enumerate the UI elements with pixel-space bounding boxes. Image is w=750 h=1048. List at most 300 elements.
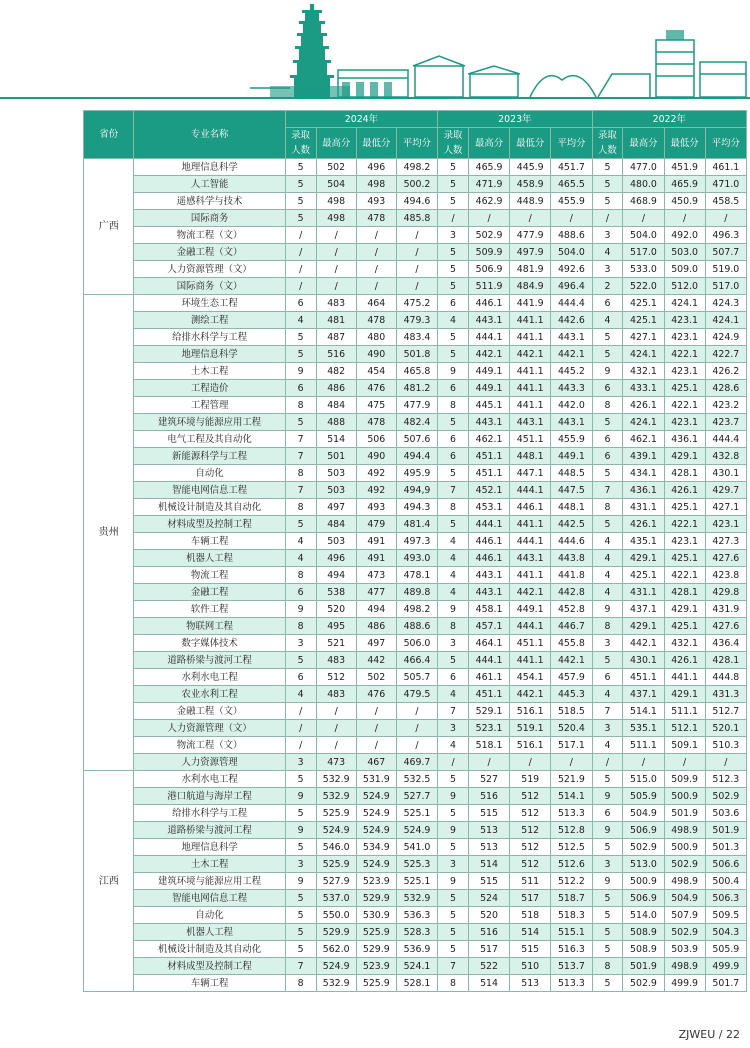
header-year-2022: 2022年	[592, 111, 747, 128]
score-cell: 422.1	[664, 346, 705, 363]
score-cell: 425.1	[623, 312, 664, 329]
score-cell: 6	[285, 380, 316, 397]
table-row	[84, 227, 747, 244]
score-cell: 516	[468, 788, 509, 805]
major-name-cell: 材料成型及控制工程	[134, 516, 285, 533]
score-cell: 8	[285, 499, 316, 516]
score-cell: 5	[285, 941, 316, 958]
score-cell: 444.1	[468, 516, 509, 533]
score-cell: 537.0	[316, 890, 356, 907]
score-cell: 5	[438, 193, 469, 210]
score-cell: 448.1	[510, 448, 551, 465]
score-cell: 5	[438, 244, 469, 261]
major-name-cell: 土木工程	[134, 363, 285, 380]
score-cell: 524.9	[356, 856, 396, 873]
score-cell: /	[356, 261, 396, 278]
score-cell: 424.1	[623, 414, 664, 431]
score-cell: 428.1	[664, 584, 705, 601]
major-name-cell: 港口航道与海岸工程	[134, 788, 285, 805]
score-cell: 5	[438, 924, 469, 941]
header-major: 专业名称	[134, 111, 285, 159]
score-cell: /	[438, 754, 469, 771]
score-cell: 451.9	[664, 159, 705, 176]
score-cell: /	[623, 210, 664, 227]
major-name-cell: 电气工程及其自动化	[134, 431, 285, 448]
header-max: 最高分	[468, 128, 509, 159]
score-cell: 495	[316, 618, 356, 635]
score-cell: 442.5	[551, 516, 592, 533]
score-cell: 473	[316, 754, 356, 771]
score-cell: 429.1	[623, 618, 664, 635]
score-cell: 512	[510, 839, 551, 856]
score-cell: 525.1	[396, 873, 437, 890]
score-cell: 5	[438, 329, 469, 346]
score-cell: /	[316, 737, 356, 754]
score-cell: 5	[592, 652, 623, 669]
score-cell: 513.3	[551, 975, 592, 992]
score-cell: 500.2	[396, 176, 437, 193]
score-cell: /	[356, 720, 396, 737]
score-cell: 7	[592, 703, 623, 720]
score-cell: 536.3	[396, 907, 437, 924]
score-cell: 427.1	[705, 499, 746, 516]
score-cell: /	[356, 737, 396, 754]
table-row	[84, 839, 747, 856]
score-cell: 512	[316, 669, 356, 686]
table-row	[84, 856, 747, 873]
score-cell: 513.0	[623, 856, 664, 873]
score-cell: 541.0	[396, 839, 437, 856]
score-cell: 529.9	[356, 890, 396, 907]
score-cell: 8	[592, 397, 623, 414]
score-cell: 497.9	[510, 244, 551, 261]
score-cell: 444.6	[551, 533, 592, 550]
score-cell: 423.7	[705, 414, 746, 431]
score-cell: 522.0	[623, 278, 664, 295]
score-cell: 506.9	[468, 261, 509, 278]
score-cell: 471.0	[705, 176, 746, 193]
score-cell: /	[592, 210, 623, 227]
score-cell: 8	[285, 975, 316, 992]
score-cell: 492.0	[664, 227, 705, 244]
score-cell: 457.1	[468, 618, 509, 635]
table-row	[84, 465, 747, 482]
score-cell: 436.4	[705, 635, 746, 652]
score-cell: 503.6	[705, 805, 746, 822]
score-cell: 525.9	[356, 924, 396, 941]
score-cell: 9	[438, 788, 469, 805]
score-cell: 528.1	[396, 975, 437, 992]
table-row	[84, 686, 747, 703]
table-row	[84, 397, 747, 414]
header-avg: 平均分	[705, 128, 746, 159]
score-cell: 5	[285, 839, 316, 856]
score-cell: 5	[285, 771, 316, 788]
score-cell: 501.7	[705, 975, 746, 992]
score-cell: 425.1	[664, 618, 705, 635]
score-cell: 3	[592, 261, 623, 278]
score-cell: 449.1	[551, 448, 592, 465]
score-cell: 516.3	[551, 941, 592, 958]
score-cell: 502.9	[468, 227, 509, 244]
score-cell: 427.6	[705, 550, 746, 567]
score-cell: /	[705, 210, 746, 227]
table-row	[84, 295, 747, 312]
score-cell: 512.1	[664, 720, 705, 737]
score-cell: 5	[285, 924, 316, 941]
table-row	[84, 210, 747, 227]
score-cell: 433.1	[623, 380, 664, 397]
score-cell: 5	[438, 941, 469, 958]
score-cell: 517.0	[705, 278, 746, 295]
score-cell: 521	[316, 635, 356, 652]
header-admitted: 录取 人数	[285, 128, 316, 159]
score-cell: /	[396, 737, 437, 754]
score-cell: 520.4	[551, 720, 592, 737]
score-cell: 496	[356, 159, 396, 176]
score-cell: 444.1	[468, 329, 509, 346]
score-cell: 7	[592, 482, 623, 499]
score-cell: 446.1	[468, 550, 509, 567]
score-cell: 511	[510, 873, 551, 890]
score-cell: 493	[356, 499, 396, 516]
score-cell: 426.2	[705, 363, 746, 380]
score-cell: 458.9	[510, 176, 551, 193]
table-row	[84, 533, 747, 550]
score-cell: 520	[468, 907, 509, 924]
score-cell: 490	[356, 448, 396, 465]
score-cell: 506.6	[705, 856, 746, 873]
score-cell: 504.3	[705, 924, 746, 941]
score-cell: 3	[592, 635, 623, 652]
score-cell: 501.9	[623, 958, 664, 975]
score-cell: 7	[285, 431, 316, 448]
score-cell: 5	[592, 329, 623, 346]
major-name-cell: 机器人工程	[134, 550, 285, 567]
score-cell: 5	[285, 346, 316, 363]
score-cell: 473	[356, 567, 396, 584]
score-cell: 455.8	[551, 635, 592, 652]
score-cell: 429.1	[623, 550, 664, 567]
score-cell: 478	[356, 312, 396, 329]
score-cell: 8	[592, 618, 623, 635]
score-cell: 6	[285, 295, 316, 312]
score-cell: 462.9	[468, 193, 509, 210]
score-cell: 518.7	[551, 890, 592, 907]
header-avg: 平均分	[551, 128, 592, 159]
score-cell: 515.1	[551, 924, 592, 941]
score-cell: 503.9	[664, 941, 705, 958]
score-cell: 443.1	[510, 414, 551, 431]
score-cell: 4	[285, 312, 316, 329]
score-cell: 431.9	[705, 601, 746, 618]
score-cell: 6	[285, 669, 316, 686]
score-cell: 502	[356, 669, 396, 686]
score-cell: 465.9	[468, 159, 509, 176]
score-cell: 4	[592, 567, 623, 584]
score-cell: 481.2	[396, 380, 437, 397]
score-cell: 517	[468, 941, 509, 958]
score-cell: 4	[438, 567, 469, 584]
score-cell: 451.1	[468, 686, 509, 703]
score-cell: 3	[592, 227, 623, 244]
score-cell: 498.9	[664, 873, 705, 890]
score-cell: 444.1	[468, 652, 509, 669]
score-cell: 5	[592, 516, 623, 533]
score-cell: 8	[438, 397, 469, 414]
score-cell: 5	[285, 159, 316, 176]
score-cell: 478	[356, 414, 396, 431]
score-cell: 452.8	[551, 601, 592, 618]
province-cell: 江西	[84, 771, 134, 992]
score-cell: 500.9	[664, 839, 705, 856]
score-cell: 443.1	[551, 329, 592, 346]
score-cell: 427.3	[705, 533, 746, 550]
major-name-cell: 车辆工程	[134, 975, 285, 992]
score-cell: 6	[438, 669, 469, 686]
score-cell: /	[510, 210, 551, 227]
score-cell: 424.1	[664, 295, 705, 312]
score-cell: 503	[316, 482, 356, 499]
score-cell: 517.1	[551, 737, 592, 754]
score-cell: 504.0	[623, 227, 664, 244]
score-cell: 445.9	[510, 159, 551, 176]
score-cell: 524.9	[356, 788, 396, 805]
score-cell: 432.1	[664, 635, 705, 652]
score-cell: 424.1	[623, 346, 664, 363]
score-cell: 424.9	[705, 329, 746, 346]
score-cell: 514	[468, 856, 509, 873]
table-row	[84, 448, 747, 465]
score-cell: 4	[438, 737, 469, 754]
score-cell: 9	[438, 822, 469, 839]
score-cell: 6	[438, 295, 469, 312]
score-cell: 444.1	[510, 533, 551, 550]
score-cell: 5	[438, 805, 469, 822]
score-cell: 423.1	[664, 414, 705, 431]
score-cell: 482	[316, 363, 356, 380]
score-cell: 516.1	[510, 737, 551, 754]
score-cell: 455.9	[551, 431, 592, 448]
score-cell: 494.4	[396, 448, 437, 465]
score-cell: 490	[356, 346, 396, 363]
score-cell: /	[705, 754, 746, 771]
score-cell: 527	[468, 771, 509, 788]
score-cell: 512.3	[705, 771, 746, 788]
score-cell: 442.1	[510, 686, 551, 703]
city-skyline-illustration	[0, 0, 750, 102]
score-cell: 562.0	[316, 941, 356, 958]
score-cell: 5	[592, 193, 623, 210]
score-cell: 512.5	[551, 839, 592, 856]
score-cell: 499.9	[705, 958, 746, 975]
score-cell: 441.1	[510, 397, 551, 414]
score-cell: 5	[285, 890, 316, 907]
major-name-cell: 人力资源管理	[134, 754, 285, 771]
score-cell: 423.8	[705, 567, 746, 584]
score-cell: 424.1	[705, 312, 746, 329]
score-cell: 531.9	[356, 771, 396, 788]
score-cell: 486	[316, 380, 356, 397]
score-cell: 422.1	[664, 567, 705, 584]
score-cell: 519.0	[705, 261, 746, 278]
major-name-cell: 国际商务（文）	[134, 278, 285, 295]
major-name-cell: 软件工程	[134, 601, 285, 618]
score-cell: 2	[592, 278, 623, 295]
score-cell: 462.1	[468, 431, 509, 448]
score-cell: 5	[438, 890, 469, 907]
score-cell: 5	[438, 414, 469, 431]
score-cell: /	[356, 227, 396, 244]
score-cell: 498	[316, 193, 356, 210]
score-cell: 525.9	[316, 805, 356, 822]
score-cell: 429.7	[705, 482, 746, 499]
score-cell: 500.9	[623, 873, 664, 890]
table-row	[84, 363, 747, 380]
major-name-cell: 自动化	[134, 907, 285, 924]
score-cell: 5	[285, 652, 316, 669]
score-cell: 501.8	[396, 346, 437, 363]
major-name-cell: 机械设计制造及其自动化	[134, 941, 285, 958]
score-cell: 442	[356, 652, 396, 669]
score-cell: 5	[285, 907, 316, 924]
score-cell: /	[285, 244, 316, 261]
score-cell: 6	[592, 669, 623, 686]
score-cell: 494.3	[396, 499, 437, 516]
score-cell: 451.7	[551, 159, 592, 176]
score-cell: /	[468, 210, 509, 227]
table-row	[84, 737, 747, 754]
score-cell: 7	[438, 703, 469, 720]
score-cell: 430.1	[705, 465, 746, 482]
table-row	[84, 601, 747, 618]
score-cell: 464	[356, 295, 396, 312]
score-cell: 481.9	[510, 261, 551, 278]
score-cell: 424.3	[705, 295, 746, 312]
score-cell: /	[316, 720, 356, 737]
major-name-cell: 水利水电工程	[134, 771, 285, 788]
score-cell: 496.4	[551, 278, 592, 295]
score-cell: 465.8	[396, 363, 437, 380]
score-cell: 527.7	[396, 788, 437, 805]
score-cell: /	[316, 261, 356, 278]
score-cell: 480.0	[623, 176, 664, 193]
score-cell: 485.8	[396, 210, 437, 227]
score-cell: 451.1	[510, 431, 551, 448]
major-name-cell: 金融工程（文）	[134, 703, 285, 720]
table-row	[84, 261, 747, 278]
score-cell: 5	[592, 890, 623, 907]
header-min: 最低分	[356, 128, 396, 159]
score-cell: 448.1	[551, 499, 592, 516]
table-row	[84, 431, 747, 448]
score-cell: 505.7	[396, 669, 437, 686]
score-cell: 8	[438, 618, 469, 635]
score-cell: 432.1	[623, 363, 664, 380]
score-cell: 505.9	[705, 941, 746, 958]
score-cell: 441.9	[510, 295, 551, 312]
score-cell: 5	[592, 941, 623, 958]
table-row	[84, 329, 747, 346]
score-cell: 9	[592, 822, 623, 839]
score-cell: 5	[592, 839, 623, 856]
score-cell: 422.7	[705, 346, 746, 363]
score-cell: 516	[316, 346, 356, 363]
score-cell: 443.1	[468, 567, 509, 584]
score-cell: 7	[438, 482, 469, 499]
table-row	[84, 805, 747, 822]
score-cell: 513.3	[551, 805, 592, 822]
score-cell: /	[664, 754, 705, 771]
major-name-cell: 环境生态工程	[134, 295, 285, 312]
score-cell: 525.3	[396, 856, 437, 873]
score-cell: 6	[592, 448, 623, 465]
score-cell: 478.1	[396, 567, 437, 584]
score-cell: 441.1	[510, 380, 551, 397]
score-cell: 532.9	[316, 788, 356, 805]
major-name-cell: 物联网工程	[134, 618, 285, 635]
score-cell: 445.1	[468, 397, 509, 414]
score-cell: 508.9	[623, 924, 664, 941]
score-cell: 5	[285, 329, 316, 346]
score-cell: 524.9	[356, 822, 396, 839]
score-cell: 492.6	[551, 261, 592, 278]
major-name-cell: 测绘工程	[134, 312, 285, 329]
score-cell: 3	[438, 635, 469, 652]
score-cell: 457.9	[551, 669, 592, 686]
table-row	[84, 873, 747, 890]
score-cell: 8	[438, 975, 469, 992]
score-cell: 509.5	[705, 907, 746, 924]
score-cell: 427.6	[705, 618, 746, 635]
table-row	[84, 890, 747, 907]
score-cell: 7	[438, 958, 469, 975]
score-cell: 9	[592, 873, 623, 890]
score-cell: 514	[316, 431, 356, 448]
score-cell: 432.8	[705, 448, 746, 465]
score-cell: 5	[592, 924, 623, 941]
score-cell: 509.1	[664, 737, 705, 754]
major-name-cell: 人力资源管理（文）	[134, 720, 285, 737]
score-cell: 441.8	[551, 567, 592, 584]
score-cell: 469.7	[396, 754, 437, 771]
major-name-cell: 数字媒体技术	[134, 635, 285, 652]
score-cell: 486	[356, 618, 396, 635]
score-cell: 498.2	[396, 601, 437, 618]
score-cell: 512	[510, 805, 551, 822]
score-cell: 4	[592, 584, 623, 601]
score-cell: 450.9	[664, 193, 705, 210]
major-name-cell: 金融工程（文）	[134, 244, 285, 261]
score-cell: 436.1	[623, 482, 664, 499]
score-cell: 512	[510, 856, 551, 873]
score-cell: 429.8	[705, 584, 746, 601]
score-cell: 512	[510, 788, 551, 805]
score-cell: 518.5	[551, 703, 592, 720]
score-cell: 512.0	[664, 278, 705, 295]
score-cell: 441.1	[510, 329, 551, 346]
major-name-cell: 地理信息科学	[134, 346, 285, 363]
score-cell: 454	[356, 363, 396, 380]
score-cell: 529.9	[356, 941, 396, 958]
score-cell: 514	[510, 924, 551, 941]
score-cell: 429.1	[664, 448, 705, 465]
major-name-cell: 车辆工程	[134, 533, 285, 550]
score-cell: 443.1	[468, 312, 509, 329]
score-cell: 6	[592, 431, 623, 448]
table-row	[84, 907, 747, 924]
score-cell: 481.4	[396, 516, 437, 533]
